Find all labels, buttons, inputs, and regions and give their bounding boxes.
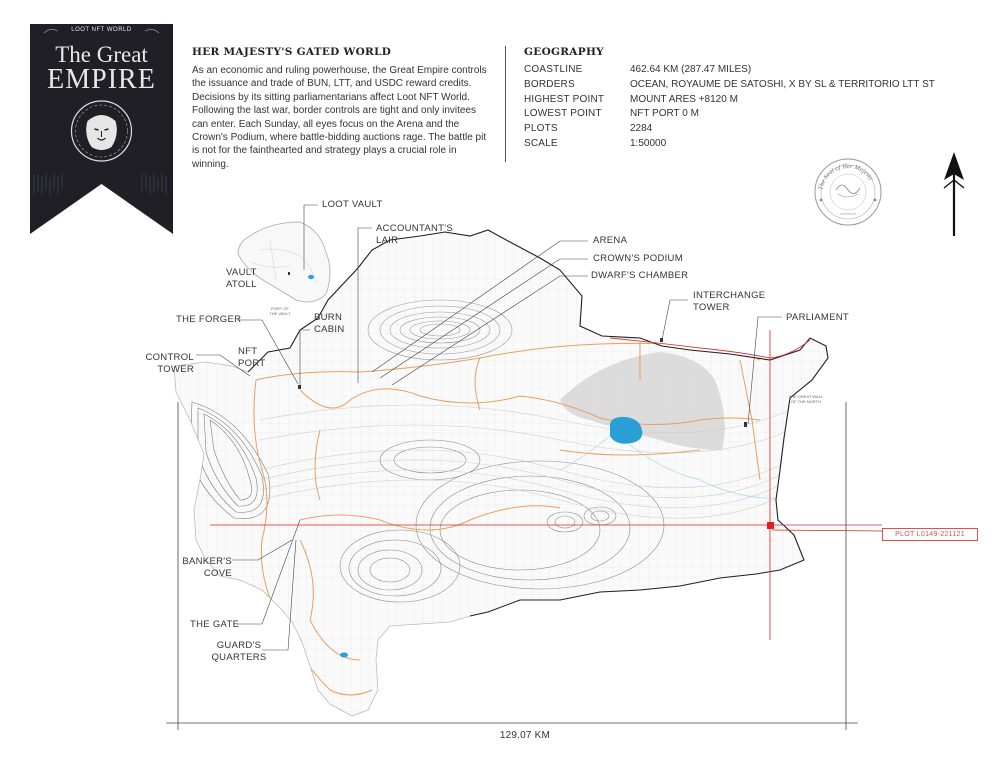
label-the-gate[interactable]: THE GATE (190, 619, 240, 630)
geo-row-plots (524, 123, 935, 138)
geo-value: NFT PORT 0 M (630, 108, 699, 120)
label-arena[interactable]: ARENA (593, 235, 628, 246)
geo-key: SCALE (524, 137, 558, 149)
geo-row-highest (524, 94, 935, 109)
header-divider (505, 46, 506, 162)
scale-bar-label: 129.07 KM (499, 730, 551, 741)
label-guards-quarters[interactable]: GUARD'S QUARTERS (211, 640, 267, 663)
label-great-wall: THE GREAT WALL OF THE NORTH (788, 394, 824, 404)
geography-title: GEOGRAPHY (524, 46, 604, 58)
label-vault-atoll[interactable]: VAULT ATOLL (226, 267, 257, 290)
geo-row-scale (524, 138, 935, 153)
banner-subtitle: LOOT NFT WORLD (71, 27, 132, 33)
label-the-forger[interactable]: THE FORGER (176, 314, 242, 325)
lion-head-icon (72, 101, 132, 161)
label-crowns-podium[interactable]: CROWN'S PODIUM (593, 253, 683, 264)
label-bankers-cove[interactable]: BANKER'S COVE (182, 556, 232, 579)
intro-body: As an economic and ruling powerhouse, the Great Empire controls the issuance and trade of BUN, LTT, and USDC reward credits. Decisions by its sitting parliamentarians affect Loot NFT World. Following the last war, border controls are tight and only invitees can enter. Each Sunday, all eyes focus on the Arena and the Crown's Podium, where battle-bidding auctions rage. The battle pit is not for the fainthearted and strategy plays a crucial role in winning. (192, 65, 487, 170)
label-dwarfs-chamber[interactable]: DWARF'S CHAMBER (591, 270, 689, 281)
geo-value: 1:50000 (630, 137, 667, 149)
label-loot-vault[interactable]: LOOT VAULT (322, 199, 383, 210)
geo-key: BORDERS (524, 78, 575, 90)
seal-stamp-icon (810, 156, 890, 230)
north-arrow-icon (938, 150, 970, 240)
label-port-of-vault: PORT OF THE VAULT (269, 306, 291, 316)
seal-text-path: The Seal of Her Majesty (817, 162, 875, 191)
label-burn-cabin[interactable]: BURN CABIN (314, 312, 345, 335)
atoll-pond (308, 275, 314, 279)
banner-title-line2: EMPIRE (47, 64, 156, 95)
label-nft-port[interactable]: NFT PORT (238, 346, 266, 369)
geo-row-borders (524, 79, 935, 94)
geo-key: COASTLINE (524, 64, 583, 75)
geo-row-lowest (524, 108, 935, 123)
plot-marker[interactable] (767, 522, 774, 529)
geo-row-coastline (524, 64, 935, 79)
geo-value: 462.64 KM (287.47 MILES) (630, 64, 752, 75)
geo-key: LOWEST POINT (524, 108, 602, 120)
geography-table (524, 64, 935, 153)
banner-title-line1: The Great (55, 42, 148, 67)
plot-id-badge[interactable]: PLOT L0149-221121 (882, 528, 978, 541)
label-control-tower[interactable]: CONTROL TOWER (145, 352, 194, 375)
geo-key: PLOTS (524, 123, 558, 135)
label-parliament[interactable]: PARLIAMENT (786, 312, 850, 323)
geo-value: 2284 (630, 123, 653, 135)
label-interchange-tower[interactable]: INTERCHANGE TOWER (693, 290, 766, 313)
label-accountants-lair[interactable]: ACCOUNTANT'S LAIR (376, 223, 454, 246)
empire-banner (30, 24, 173, 234)
geo-key: HIGHEST POINT (524, 93, 605, 105)
geo-value: MOUNT ARES +8120 M (630, 93, 738, 105)
geo-value: OCEAN, ROYAUME DE SATOSHI, X BY SL & TERRITORIO LTT ST (630, 78, 935, 90)
south-pond (340, 653, 348, 658)
intro-title: HER MAJESTY'S GATED WORLD (192, 46, 392, 58)
